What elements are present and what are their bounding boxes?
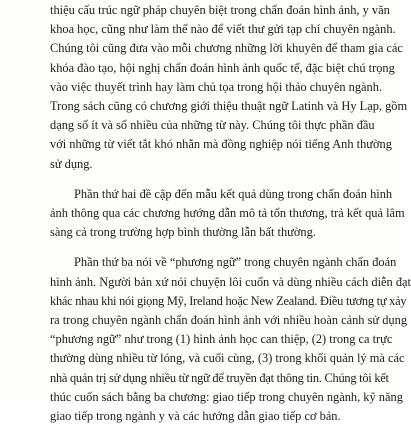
text-line: vào việc thuyết trình hay làm chủ tọa trong hội thảo chuyên ngành. <box>50 79 383 94</box>
text-line: Trong sách cũng có chương giới thiệu thuật ngữ Latinh và Hy Lạp, gồm <box>50 99 408 114</box>
text-line: khác nhau khi nói giọng Mỹ, Ireland hoặc New Zealand. Điều tương tự xảy <box>50 293 407 308</box>
paragraph-part-two <box>50 185 405 243</box>
paragraph-part-three <box>50 253 411 426</box>
text-line: ra trong chuyên ngành chẩn đoán hình ảnh với nhiều hoàn cảnh sử dụng <box>50 313 408 328</box>
paragraph-intro <box>50 1 408 174</box>
text-line: khoa học, cũng như làm thế nào để viết thư gửi tạp chí chuyên ngành. <box>50 22 396 37</box>
text-line: khóa đào tạo, hội nghị chẩn đoán hình ảnh quốc tế, đặc biệt chú trọng <box>50 60 395 75</box>
text-line: thiệu cấu trúc ngữ pháp chuyên biệt trong chẩn đoán hình ảnh, y văn <box>50 3 390 17</box>
text-line: ảnh thông qua các chương hướng dẫn mô tả tổn thương, trả kết quả lâm <box>50 206 405 221</box>
paragraph-gap <box>50 242 373 253</box>
text-line: Chúng tôi cũng đưa vào mỗi chương những lời khuyên để tham gia các <box>50 41 403 56</box>
paragraph-gap <box>50 174 373 185</box>
text-line: nhà quản trị sử dụng nhiều từ ngữ để truyền đạt thông tin. Chúng tôi kết <box>50 370 389 385</box>
text-line: dạng số ít và số nhiều của những từ này. Chúng tôi thực phần đầu <box>50 118 375 133</box>
text-line: hình ảnh. Người bản xứ nói chuyện lôi cuốn và dùng nhiều cách diễn đạt <box>50 274 411 289</box>
text-line: thúc cuốn sách bằng ba chương: giao tiếp trong chuyên ngành, kỹ năng <box>50 389 403 404</box>
text-line: sử dụng. <box>50 156 93 171</box>
text-line: Phần thứ hai đề cập đến mẫu kết quả dùng trong chẩn đoán hình <box>74 186 393 201</box>
text-line: Phần thứ ba nói về “phương ngữ” trong chuyên ngành chẩn đoán <box>74 255 397 270</box>
text-line: giao tiếp trong ngành y và các hướng dẫn giao tiếp cơ bản. <box>50 409 341 424</box>
text-line: “phương ngữ” như trong (1) hình ảnh học can thiệp, (2) trong ca trực <box>50 332 393 347</box>
text-line: với những từ viết tắt khó nhằn mà đồng nghiệp nói tiếng Anh thường <box>50 137 392 152</box>
text-line: sàng cả trong trường hợp bình thường lẫn bất thường. <box>50 225 316 240</box>
text-line: thường dùng nhiều từ lóng, và cuối cùng, (3) trong khối quản lý mà các <box>50 351 405 366</box>
